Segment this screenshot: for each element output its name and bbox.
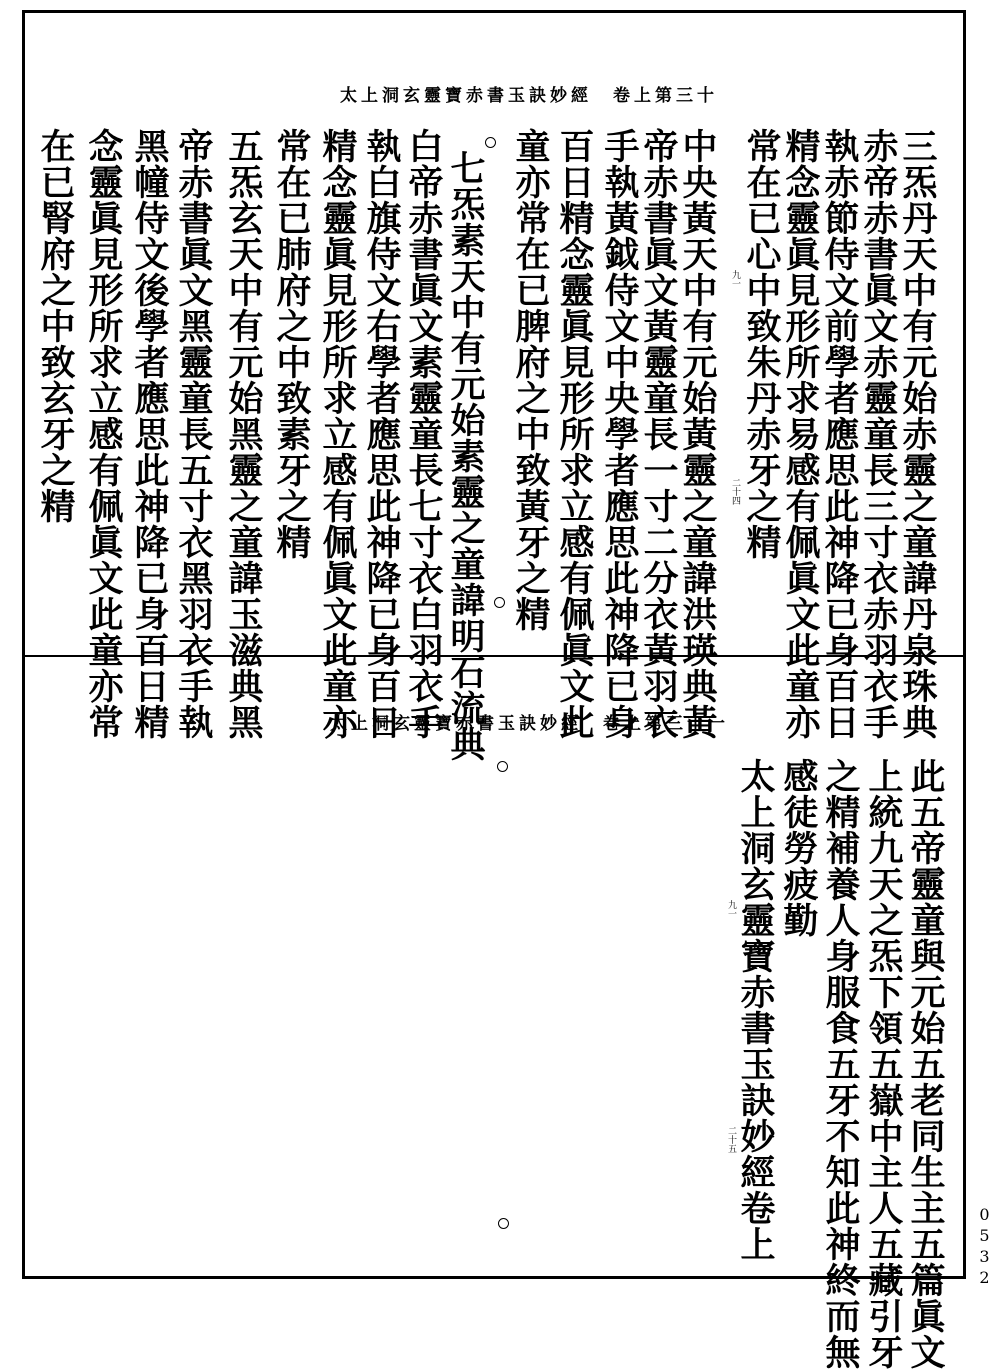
lower-circle-mark-1 [497, 761, 508, 772]
upper-col-17: 帝赤書眞文黑靈童長五寸衣黑羽衣手執 [173, 128, 214, 740]
upper-col-15: 常在已肺府之中致素牙之精 [271, 128, 312, 560]
upper-col-11: 七炁素天中有元始素靈之童諱明石流典 [445, 150, 486, 762]
upper-circle-mark-1 [485, 137, 496, 148]
upper-col-13: 執白旗侍文右學者應思此神降已身百日 [361, 128, 402, 740]
lower-header: 太上洞玄靈寶赤書玉訣妙經 卷上第三十一 [330, 714, 729, 734]
page-number: 0532 [975, 1205, 994, 1289]
lower-col-5: 太上洞玄靈寶赤書玉訣妙經卷上 [735, 758, 776, 1262]
upper-col-9: 百日精念靈眞見形所求立感有佩眞文此 [554, 128, 595, 740]
lower-col-4: 感徒勞疲勤 [778, 758, 819, 938]
upper-col-12: 白帝赤書眞文素靈童長七寸衣白羽衣手 [403, 128, 444, 740]
upper-col-10: 童亦常在已脾府之中致黃牙之精 [510, 128, 551, 632]
upper-col-3: 執赤節侍文前學者應思此神降已身百日 [819, 128, 860, 740]
upper-note-2: 二十四 [730, 478, 740, 505]
upper-col-5: 常在已心中致朱丹赤牙之精 [741, 128, 782, 560]
upper-circle-mark-2 [494, 597, 505, 608]
upper-col-16: 五炁玄天中有元始黑靈之童諱玉滋典黑 [223, 128, 264, 740]
lower-note-2: 二十五 [726, 1126, 736, 1153]
lower-col-2: 上統九天之炁下領五嶽中主人五藏引牙 [863, 758, 904, 1370]
upper-header: 太上洞玄靈寶赤書玉訣妙經 卷上第三十 [340, 86, 718, 106]
upper-col-6: 中央黃天中有元始黃靈之童諱洪瑛典黃 [677, 128, 718, 740]
lower-col-3: 之精補養人身服食五牙不知此神終而無 [820, 758, 861, 1370]
lower-note-1: 九一 [726, 900, 736, 918]
upper-col-8: 手執黃鉞侍文中央學者應思此神降已身 [599, 128, 640, 740]
upper-col-4: 精念靈眞見形所求易感有佩眞文此童亦 [780, 128, 821, 740]
upper-col-1: 三炁丹天中有元始赤靈之童諱丹泉珠典 [897, 128, 938, 740]
upper-col-14: 精念靈眞見形所求立感有佩眞文此童亦 [317, 128, 358, 740]
upper-note-1: 九一 [730, 270, 740, 288]
upper-col-18: 黑幢侍文後學者應思此神降已身百日精 [129, 128, 170, 740]
upper-col-7: 帝赤書眞文黃靈童長一寸二分衣黃羽衣 [638, 128, 679, 740]
upper-col-2: 赤帝赤書眞文赤靈童長三寸衣赤羽衣手 [858, 128, 899, 740]
lower-col-1: 此五帝靈童與元始五老同生主五篇眞文 [905, 758, 946, 1370]
upper-col-20: 在已腎府之中致玄牙之精 [35, 128, 76, 524]
upper-col-19: 念靈眞見形所求立感有佩眞文此童亦常 [83, 128, 124, 740]
lower-circle-mark-2 [498, 1218, 509, 1229]
